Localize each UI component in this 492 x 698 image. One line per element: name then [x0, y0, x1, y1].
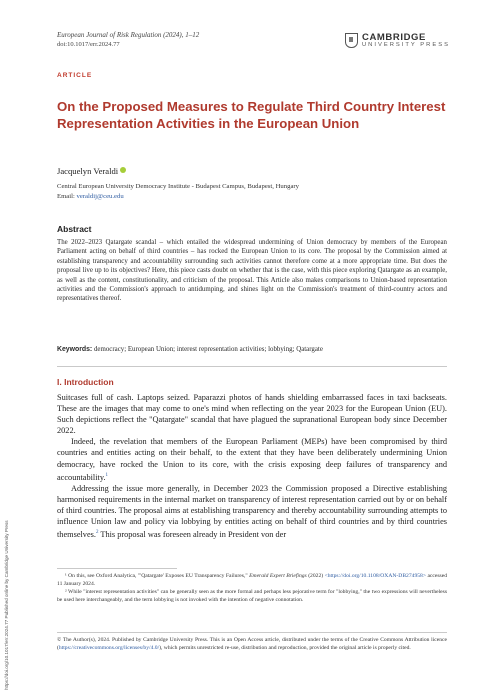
- footnote-1-b: (2022): [306, 573, 325, 579]
- publisher-line1: CAMBRIDGE: [362, 32, 426, 43]
- paragraph-3-tail: This proposal was foreseen already in President von der: [98, 529, 287, 539]
- footnote-1-a: ¹ On this, see Oxford Analytica, "'Qatargate' Exposes EU Transparency Failures,": [65, 573, 250, 579]
- footnote-divider: [57, 568, 177, 569]
- body-text: [57, 392, 447, 540]
- journal-citation: European Journal of Risk Regulation (2024), 1–12: [57, 31, 200, 39]
- side-doi-text: https://doi.org/10.1017/err.2024.77 Published online by Cambridge University Press: [4, 520, 9, 690]
- footnotes: [57, 573, 447, 605]
- copyright-b: ), which permits unrestricted re-use, distribution and reproduction, provided the original article is properly cited.: [159, 644, 411, 651]
- keywords: [57, 346, 447, 353]
- publisher-name: [362, 33, 450, 48]
- author-line: [57, 166, 126, 176]
- email-label: Email:: [57, 193, 75, 200]
- paragraph-2: [57, 436, 447, 482]
- paragraph-1: Suitcases full of cash. Laptops seized. Paparazzi photos of hands shielding embarrassed faces in taxi backseats. These are the images that may come to one's mind when reflecting on the year 2023 for the European Union (EU). Such depictions reflect the "Qatargate" scandal that have plagued the supranational European body since December 2022.: [57, 393, 447, 436]
- keywords-text: democracy; European Union; interest representation activities; lobbying; Qatargate: [93, 346, 323, 353]
- orcid-icon[interactable]: [120, 167, 126, 173]
- footnote-ref-1[interactable]: 1: [105, 472, 109, 478]
- section-divider: [57, 366, 447, 367]
- footnote-1-italic: Emerald Expert Briefings: [249, 573, 307, 579]
- shield-icon: [345, 33, 358, 48]
- article-title: On the Proposed Measures to Regulate Third Country Interest Representation Activities in the European Union: [57, 99, 446, 131]
- abstract-text: The 2022–2023 Qatargate scandal – which entailed the widespread undermining of Union democracy by members of the European Parliament acting on behalf of third countries – has rocked the European Union to its core. The proposal by the Commission aimed at establishing transparency and accountability surrounding such activities cannot therefore come at a more appropriate time. But does the proposal live up to its objectives? Here, this piece casts doubt on whether that is the case, with this piece exploring Qatargate as an example, as well as the content, constitutionality, and criticism of the proposal. This Article also makes comparisons to Union-based representation activities and the Commission's approach to antidumping, and shines light on the Commission's treatment of third-country actors and representatives thereof.: [57, 239, 447, 303]
- email-link[interactable]: veraldij@ceu.edu: [76, 193, 124, 200]
- license-link[interactable]: https://creativecommons.org/licenses/by/4.0/: [58, 644, 160, 651]
- keywords-label: Keywords:: [57, 346, 93, 353]
- copyright-a: © The Author(s), 2024. Published by Cambridge University Press. This is an Open Access article, distributed under the terms of the Creative Commons Attribution licence (: [57, 637, 447, 651]
- paragraph-3: [57, 483, 447, 540]
- copyright-divider: [57, 632, 447, 633]
- doi-link[interactable]: doi:10.1017/err.2024.77: [57, 41, 120, 48]
- paragraph-3-text: Addressing the issue more generally, in December 2023 the Commission proposed a Directive establishing harmonised requirements in the internal market on transparency of interest representation carried out by or on behalf of third countries. The proposal aims at establishing transparency and thereby accountability surrounding attempts to influence Union law and policy via lobbying by entities acting on behalf of third countries and by third countries themselves.: [57, 483, 447, 539]
- author-name[interactable]: Jacquelyn Veraldi: [57, 166, 119, 176]
- section-heading: I. Introduction: [57, 377, 114, 387]
- footnote-ref-2[interactable]: 2: [95, 529, 99, 535]
- footnote-1-c: accessed 11 January 2024.: [57, 573, 448, 587]
- footnote-1-link[interactable]: <https://doi.org/10.1108/OXAN-DB274958>: [324, 573, 426, 579]
- publisher-line2: UNIVERSITY PRESS: [362, 41, 450, 48]
- footnote-2: ² While "interest representation activities" can be generally seen as the more formal and perhaps less pejorative term for "lobbying," the two expressions will nevertheless be used here interchangeably, and the term lobbying is not invoked with the intention of negative connotation.: [57, 589, 447, 603]
- footnote-1: [57, 573, 447, 588]
- email-line: [57, 193, 124, 200]
- abstract-heading: Abstract: [57, 224, 92, 234]
- paragraph-2-text: Indeed, the revelation that members of the European Parliament (MEPs) have been compromised by third countries and entities acting on their behalf, to the extent that they have been deliberately undermining Union democracy, have rocked the Union to its core, with the crisis exposing deep failures of transparency and accountability.: [57, 437, 447, 482]
- cambridge-logo: [345, 33, 450, 48]
- copyright-notice: [57, 637, 447, 652]
- article-type-label: ARTICLE: [57, 72, 93, 79]
- side-doi-note: [2, 350, 16, 690]
- affiliation: Central European University Democracy Institute - Budapest Campus, Budapest, Hungary: [57, 183, 299, 190]
